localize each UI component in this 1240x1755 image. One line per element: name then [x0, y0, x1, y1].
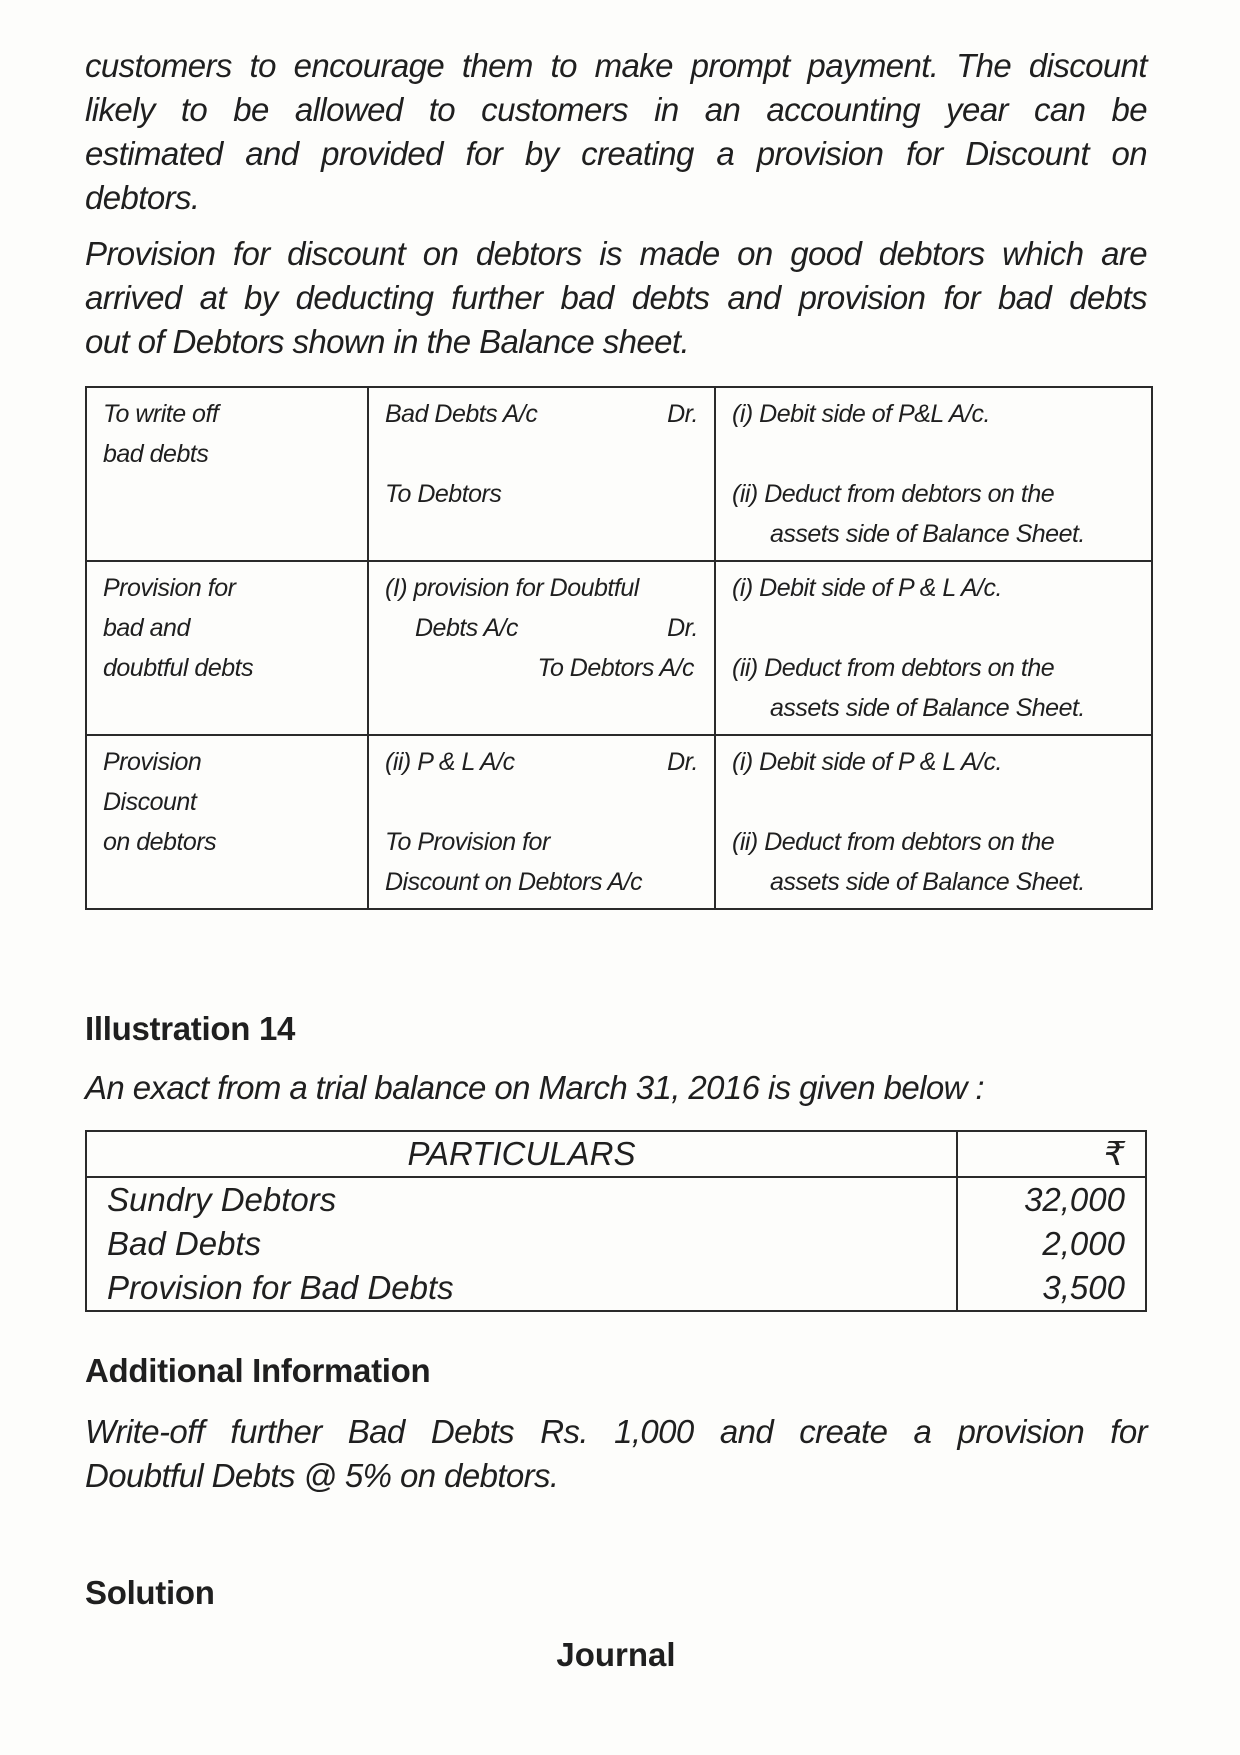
particulars-header: PARTICULARS — [86, 1131, 957, 1177]
row3-desc-line-1: Provision — [103, 748, 202, 776]
row1-treatment-ii-cont: assets side of Balance Sheet. — [770, 520, 1085, 548]
row1-journal-entry — [368, 387, 715, 561]
trial-balance-table — [85, 1130, 1147, 1312]
row3-blank — [385, 782, 698, 822]
row3-credit-account: To Provision for — [385, 828, 550, 856]
row3-dr-label: Dr. — [667, 748, 698, 776]
row2-debit-account-cont: Debts A/c — [415, 614, 518, 642]
illustration-heading: Illustration 14 — [85, 1010, 296, 1047]
table-row — [86, 1177, 1146, 1222]
row1-treatment-i: (i) Debit side of P&L A/c. — [732, 400, 990, 428]
intro-p2-line-3: out of Debtors shown in the Balance sheet. — [85, 323, 690, 360]
row1-treatment — [715, 387, 1152, 561]
intro-p1-line-1: customers to encourage them to make prompt payment. The discount — [85, 47, 1147, 84]
row1-credit-account: To Debtors — [385, 480, 502, 508]
intro-p1-line-2: likely to be allowed to customers in an accounting year can be — [85, 91, 1147, 128]
intro-p2-line-1: Provision for discount on debtors is made on good debtors which are — [85, 235, 1147, 272]
row1-dr-label: Dr. — [667, 400, 698, 428]
table-row — [86, 735, 1152, 909]
row2-desc-line-2: bad and — [103, 614, 190, 642]
row3-debit-account: (ii) P & L A/c — [385, 748, 515, 776]
row1-treatment-ii: (ii) Deduct from debtors on the — [732, 480, 1055, 508]
illustration-text: An exact from a trial balance on March 31, 2016 is given below : — [85, 1069, 984, 1106]
intro-p1-line-3: estimated and provided for by creating a provision for Discount on — [85, 135, 1147, 172]
row2-journal-entry — [368, 561, 715, 735]
row3-desc-line-3: on debtors — [103, 828, 217, 856]
amount-cell: 32,000 — [957, 1177, 1146, 1222]
row3-entry-debit — [385, 742, 698, 782]
row2-treatment-ii: (ii) Deduct from debtors on the — [732, 654, 1055, 682]
row2-treatment-ii-cont: assets side of Balance Sheet. — [770, 694, 1085, 722]
table-row — [86, 561, 1152, 735]
additional-line-2: Doubtful Debts @ 5% on debtors. — [85, 1457, 559, 1494]
row2-dr-label: Dr. — [667, 614, 698, 642]
row3-treatment-ii-cont: assets side of Balance Sheet. — [770, 868, 1085, 896]
row3-desc-line-2: Discount — [103, 788, 197, 816]
row2-credit-account: To Debtors A/c — [537, 654, 694, 682]
table-row — [86, 1266, 1146, 1311]
solution-heading: Solution — [85, 1574, 215, 1611]
row2-description — [86, 561, 368, 735]
treatment-table — [85, 386, 1153, 910]
row1-description — [86, 387, 368, 561]
table-header-row — [86, 1131, 1146, 1177]
row1-debit-account: Bad Debts A/c — [385, 400, 538, 428]
intro-paragraph-1 — [85, 44, 1147, 220]
particular-cell: Bad Debts — [86, 1222, 957, 1266]
journal-title: Journal — [556, 1636, 676, 1673]
amount-cell: 3,500 — [957, 1266, 1146, 1311]
particular-cell: Sundry Debtors — [86, 1177, 957, 1222]
row3-treatment-i: (i) Debit side of P & L A/c. — [732, 748, 1002, 776]
row3-treatment-ii: (ii) Deduct from debtors on the — [732, 828, 1055, 856]
page — [85, 44, 1147, 1674]
row2-desc-line-1: Provision for — [103, 574, 236, 602]
row2-desc-line-3: doubtful debts — [103, 654, 254, 682]
row2-treatment-blank — [732, 608, 1135, 648]
amount-cell: 2,000 — [957, 1222, 1146, 1266]
row1-blank — [385, 434, 698, 474]
additional-info-text — [85, 1410, 1147, 1498]
table-row — [86, 1222, 1146, 1266]
row3-treatment — [715, 735, 1152, 909]
row3-journal-entry — [368, 735, 715, 909]
row1-desc-line-2: bad debts — [103, 440, 209, 468]
additional-info-heading: Additional Information — [85, 1352, 431, 1389]
row2-treatment-i: (i) Debit side of P & L A/c. — [732, 574, 1002, 602]
row1-entry-debit — [385, 394, 698, 434]
amount-header-rupee: ₹ — [957, 1131, 1146, 1177]
row3-description — [86, 735, 368, 909]
row2-treatment — [715, 561, 1152, 735]
row2-debit-account: (I) provision for Doubtful — [385, 574, 639, 602]
row1-desc-line-1: To write off — [103, 400, 219, 428]
row1-treatment-blank — [732, 434, 1135, 474]
row2-entry-debit — [385, 608, 698, 648]
row3-treatment-blank — [732, 782, 1135, 822]
intro-p2-line-2: arrived at by deducting further bad debts and provision for bad debts — [85, 279, 1147, 316]
additional-line-1: Write-off further Bad Debts Rs. 1,000 and create a provision for — [85, 1413, 1147, 1450]
particular-cell: Provision for Bad Debts — [86, 1266, 957, 1311]
intro-paragraph-2 — [85, 232, 1147, 364]
intro-p1-line-4: debtors. — [85, 179, 200, 216]
row3-credit-account-cont: Discount on Debtors A/c — [385, 868, 643, 896]
table-row — [86, 387, 1152, 561]
